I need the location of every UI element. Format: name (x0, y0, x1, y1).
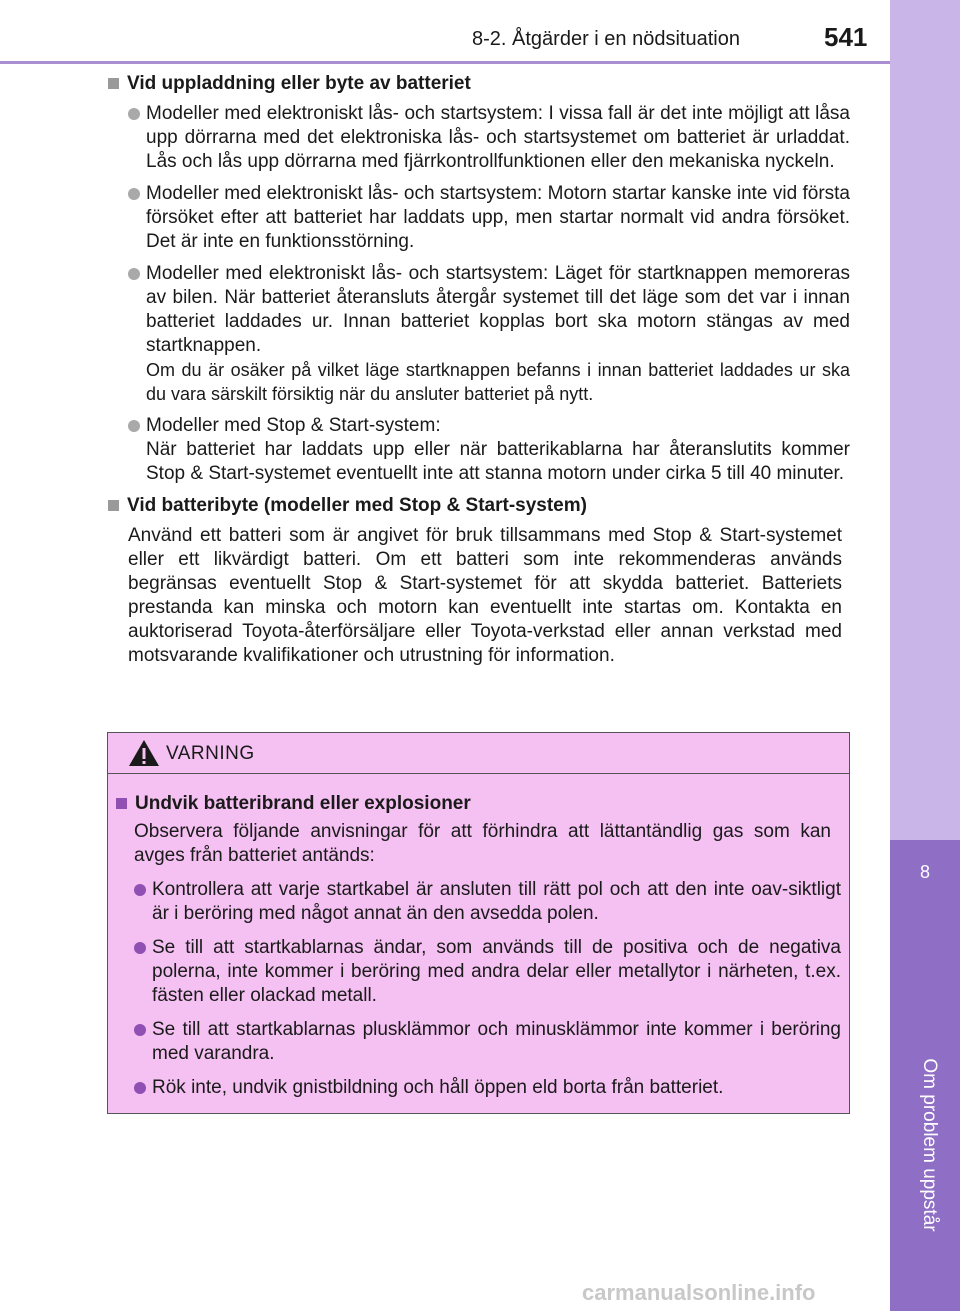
warning-header (108, 733, 849, 774)
warning-label: VARNING (166, 743, 255, 764)
circle-bullet-icon (134, 942, 146, 954)
chapter-title: Om problem uppstår (919, 1058, 940, 1232)
note-text: När batteriet har laddats upp eller när batterikablarna har återanslutits kommer Stop & Start-systemet eventuellt inte att stanna motorn under cirka 5 till 40 minuter. (146, 439, 850, 484)
list-item: Rök inte, undvik gnistbildning och håll öppen eld borta från batteriet. (134, 1076, 841, 1100)
warning-body (108, 774, 849, 1100)
circle-bullet-icon (128, 420, 140, 432)
page-number: 541 (824, 22, 868, 52)
circle-bullet-icon (128, 268, 140, 280)
list-item: Modeller med elektroniskt lås- och startsystem: Läget för startknappen memoreras av bilen. När batteriet återansluts återgår systemet till det läge som det var i innan batteriet laddades ur. Innan batteriet kopplas bort ska motorn stängas av med startknappen. Om du är osäker på vilket läge startknappen befanns i innan batteriet laddades ur ska du vara särskilt försiktig när du ansluter batteriet på nytt. (128, 262, 850, 406)
warning-triangle-icon (128, 739, 160, 767)
square-bullet-icon (108, 78, 119, 89)
warning-box (107, 732, 850, 1114)
circle-bullet-icon (134, 1024, 146, 1036)
note-text: Om du är osäker på vilket läge startknappen befanns i innan batteriet laddades ur ska du vara särskilt försiktig när du ansluter batteriet på nytt. (146, 360, 850, 404)
list-item: Se till att startkablarnas ändar, som används till de positiva och de negativa polerna, inte kommer i beröring med andra delar eller metallytor i närheten, t.ex. fästen eller olackad metall. (134, 936, 841, 1008)
list-item: Modeller med Stop & Start-system: När batteriet har laddats upp eller när batterikablarna har återanslutits kommer Stop & Start-systemet eventuellt inte att stanna motorn under cirka 5 till 40 minuter. (128, 414, 850, 486)
warning-intro: Observera följande anvisningar för att förhindra att lättantändlig gas som kan avges från batteriet antänds: (134, 821, 831, 866)
watermark-text: carmanualsonline.info (582, 1280, 816, 1305)
section-paragraph: Använd ett batteri som är angivet för bruk tillsammans med Stop & Start-systemet eller ett likvärdigt batteri. Om ett batteri som inte rekommenderas används begränsas eventuellt Stop & Start-systemet för att skydda batteriet. Batteriets prestanda kan minska och motorn kan eventuellt inte startas om. Kontakta en auktoriserad Toyota-återförsäljare eller Toyota-verkstad eller annan verkstad med motsvarande kvalifikationer och utrustning för information. (128, 525, 842, 666)
list-item: Modeller med elektroniskt lås- och startsystem: I vissa fall är det inte möjligt att låsa upp dörrarna med det elektroniska lås- och startsystemet om batteriet är urladdat. Lås och lås upp dörrarna med fjärrkontrollfunktionen eller den mekaniska nyckeln. (128, 102, 850, 174)
square-bullet-icon (116, 798, 127, 809)
square-bullet-icon (108, 500, 119, 511)
list-item: Modeller med elektroniskt lås- och startsystem: Motorn startar kanske inte vid första försöket efter att batteriet har laddats upp, men startar normalt vid andra försöket. Det är inte en funktionsstörning. (128, 182, 850, 254)
section-heading: Vid uppladdning eller byte av batteriet (108, 72, 850, 96)
warning-heading: Undvik batteribrand eller explosioner (116, 792, 841, 816)
main-content (108, 72, 850, 668)
header-rule (0, 61, 890, 64)
circle-bullet-icon (128, 188, 140, 200)
circle-bullet-icon (134, 884, 146, 896)
circle-bullet-icon (134, 1082, 146, 1094)
section-heading: Vid batteribyte (modeller med Stop & Start-system) (108, 494, 850, 518)
section-title: 8-2. Åtgärder i en nödsituation (472, 28, 740, 50)
chapter-number: 8 (919, 862, 930, 882)
circle-bullet-icon (128, 108, 140, 120)
list-item: Kontrollera att varje startkabel är ansluten till rätt pol och att den inte oav-siktligt är i beröring med något annat än den avsedda polen. (134, 878, 841, 926)
list-item: Se till att startkablarnas plusklämmor och minusklämmor inte kommer i beröring med varandra. (134, 1018, 841, 1066)
